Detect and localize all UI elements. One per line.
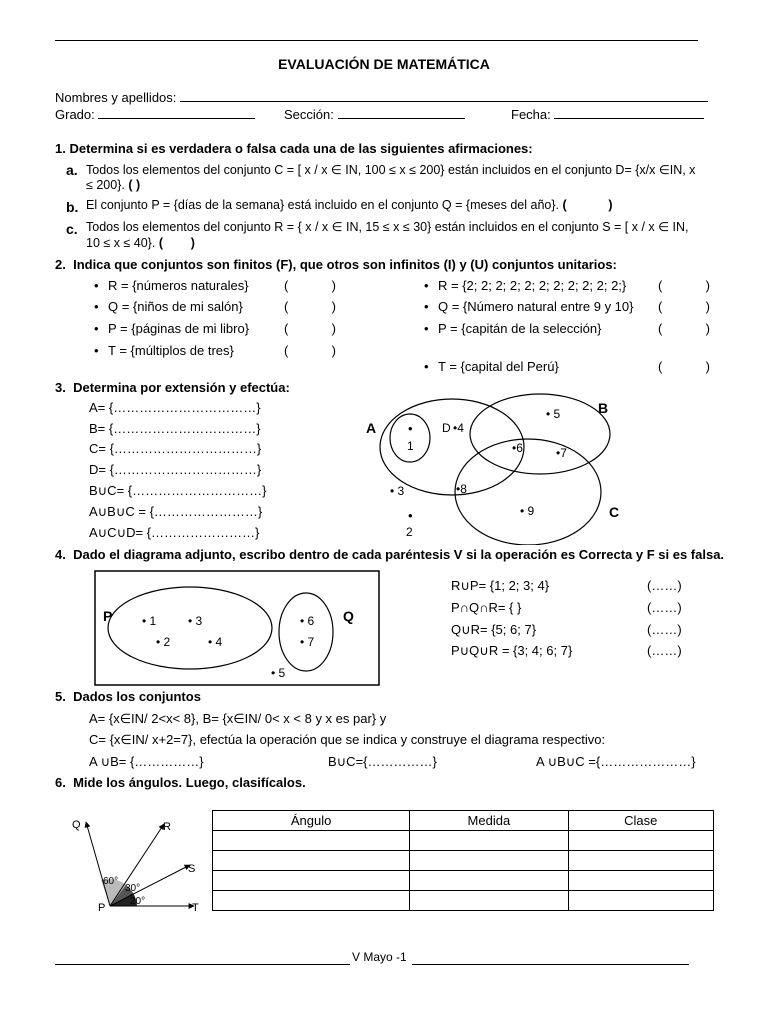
header-clase: Clase xyxy=(568,811,713,831)
table-row xyxy=(213,871,714,891)
q2-left-item: • R = {números naturales} xyxy=(108,278,249,293)
table-row xyxy=(213,831,714,851)
table-cell[interactable] xyxy=(568,891,713,911)
header-medida: Medida xyxy=(410,811,568,831)
table-cell[interactable] xyxy=(213,871,410,891)
section-blank[interactable] xyxy=(338,106,465,119)
q4-diagram xyxy=(94,570,382,688)
top-rule xyxy=(55,40,698,41)
q1-a-answer[interactable]: ( ) xyxy=(128,178,141,192)
name-label: Nombres y apellidos: xyxy=(55,90,177,105)
name-field-row xyxy=(55,89,708,105)
q4-heading: 4. Dado el diagrama adjunto, escribo dentro de cada paréntesis V si la operación es Correcta y F si es falsa. xyxy=(55,547,725,562)
venn-element: • 5 xyxy=(546,407,561,421)
label-20: 20° xyxy=(130,896,146,907)
q5-heading: 5. Dados los conjuntos xyxy=(55,689,201,704)
venn-element: •7 xyxy=(556,446,567,460)
label-q: Q xyxy=(72,819,81,831)
date-label: Fecha: xyxy=(511,107,551,122)
q2-left-item: • P = {páginas de mi libro} xyxy=(108,321,249,336)
q3-line[interactable]: B= {……………………………} xyxy=(89,421,261,436)
q5-op[interactable]: B∪C={……………} xyxy=(328,754,437,769)
label-60: 60° xyxy=(103,876,119,887)
table-row xyxy=(213,851,714,871)
venn-set-a xyxy=(380,399,524,495)
q2-left-answer[interactable]: ( ) xyxy=(284,343,336,358)
table-cell[interactable] xyxy=(568,851,713,871)
footer-rule-left xyxy=(55,964,350,965)
q2-left-answer[interactable]: ( ) xyxy=(284,278,336,293)
q3-heading: 3. Determina por extensión y efectúa: xyxy=(55,380,290,395)
q3-venn-diagram xyxy=(360,385,630,545)
angles-table xyxy=(212,810,714,911)
venn-dot: • xyxy=(408,508,413,523)
ray-q xyxy=(86,822,110,906)
q3-line[interactable]: C= {……………………………} xyxy=(89,441,262,456)
q1-b-text: El conjunto P = {días de la semana} está incluido en el conjunto Q = {meses del año}. ( ) xyxy=(86,198,613,212)
q3-line[interactable]: B∪C= {…………………………} xyxy=(89,483,267,498)
grade-field-row xyxy=(55,106,255,122)
table-cell[interactable] xyxy=(213,831,410,851)
q5-op[interactable]: A ∪B= {……………} xyxy=(89,754,204,769)
label-q: Q xyxy=(343,608,354,624)
grade-blank[interactable] xyxy=(98,106,255,119)
q3-line[interactable]: A∪B∪C = {……………………} xyxy=(89,504,263,519)
q2-right-answer[interactable]: ( ) xyxy=(658,278,710,293)
q2-left-item: • T = {múltiplos de tres} xyxy=(108,343,234,358)
q6-heading: 6. Mide los ángulos. Luego, clasifícalos. xyxy=(55,775,306,790)
q1-c-text: Todos los elementos del conjunto R = { x / x ∈ IN, 15 ≤ x ≤ 30} están incluidos en el conjunto S = [ x / x ∈ IN, xyxy=(86,220,689,234)
universe-box xyxy=(95,571,379,685)
venn-label-a: A xyxy=(366,420,377,436)
q1-heading: 1. Determina si es verdadera o falsa cada una de las siguientes afirmaciones: xyxy=(55,141,533,156)
name-blank[interactable] xyxy=(180,89,708,102)
label-p: P xyxy=(103,608,113,624)
venn-element: 1 xyxy=(407,439,414,453)
footer-text: V Mayo -1 xyxy=(352,950,407,964)
q2-heading: 2. Indica que conjuntos son finitos (F), que otros son infinitos (I) y (U) conjuntos unitarios: xyxy=(55,257,617,272)
q2-left-item: • Q = {niños de mi salón} xyxy=(108,299,243,314)
q2-right-answer[interactable]: ( ) xyxy=(658,299,710,314)
header-angulo: Ángulo xyxy=(213,811,410,831)
table-cell[interactable] xyxy=(213,891,410,911)
table-cell[interactable] xyxy=(410,891,568,911)
venn-label-c: C xyxy=(609,504,620,520)
q4-op: P∩Q∩R= { } xyxy=(451,600,522,615)
q5-op[interactable]: A ∪B∪C ={…………………} xyxy=(536,754,696,769)
q4-answer[interactable]: (……) xyxy=(647,622,682,637)
diagram-element: • 3 xyxy=(188,614,203,628)
q5-line: C= {x∈IN/ x+2=7}, efectúa la operación que se indica y construye el diagrama respectivo: xyxy=(89,732,606,747)
q2-right-item: • T = {capital del Perú} xyxy=(438,359,559,374)
venn-label-d: D xyxy=(442,421,451,435)
table-cell[interactable] xyxy=(410,831,568,851)
label-r: R xyxy=(163,821,171,833)
q3-line[interactable]: A∪C∪D= {……………………} xyxy=(89,525,260,540)
q2-left-answer[interactable]: ( ) xyxy=(284,299,336,314)
table-cell[interactable] xyxy=(568,871,713,891)
venn-element: •6 xyxy=(512,441,523,455)
section-label: Sección: xyxy=(284,107,334,122)
set-p xyxy=(108,587,272,669)
venn-element: 2 xyxy=(406,525,413,539)
q2-right-answer[interactable]: ( ) xyxy=(658,321,710,336)
diagram-element: • 4 xyxy=(208,635,223,649)
q4-op: Q∪R= {5; 6; 7} xyxy=(451,622,537,637)
venn-dot: • xyxy=(408,421,413,436)
q3-line[interactable]: A= {……………………………} xyxy=(89,400,261,415)
q2-left-answer[interactable]: ( ) xyxy=(284,321,336,336)
diagram-element: • 7 xyxy=(300,635,315,649)
q1-c-answer[interactable]: ( ) xyxy=(158,236,195,250)
q2-right-item: • R = {2; 2; 2; 2; 2; 2; 2; 2; 2; 2; 2;} xyxy=(438,278,626,293)
diagram-element: • 1 xyxy=(142,614,157,628)
angles-figure xyxy=(70,810,210,920)
q3-line[interactable]: D= {……………………………} xyxy=(89,462,262,477)
venn-label-b: B xyxy=(598,400,609,416)
q4-answer[interactable]: (……) xyxy=(647,578,682,593)
table-cell[interactable] xyxy=(568,831,713,851)
q2-right-answer[interactable]: ( ) xyxy=(658,359,710,374)
label-30: 30° xyxy=(125,883,141,894)
q4-op: R∪P= {1; 2; 3; 4} xyxy=(451,578,550,593)
table-cell[interactable] xyxy=(410,851,568,871)
venn-element: • 3 xyxy=(390,484,405,498)
date-blank[interactable] xyxy=(554,106,704,119)
table-cell[interactable] xyxy=(410,871,568,891)
set-q xyxy=(279,593,333,671)
label-p: P xyxy=(98,902,106,914)
diagram-element: • 6 xyxy=(300,614,315,628)
label-t: T xyxy=(192,902,199,914)
footer-rule-right xyxy=(412,964,689,965)
section-field-row xyxy=(284,106,465,122)
q5-line: A= {x∈IN/ 2<x< 8}, B= {x∈IN/ 0< x < 8 y x es par} y xyxy=(89,711,387,726)
page-title: EVALUACIÓN DE MATEMÁTICA xyxy=(278,56,490,72)
diagram-element: • 2 xyxy=(156,635,171,649)
q1-b-answer[interactable]: ( ) xyxy=(562,198,613,212)
q2-right-item: • P = {capitán de la selección} xyxy=(438,321,601,336)
q2-right-item: • Q = {Número natural entre 9 y 10} xyxy=(438,299,633,314)
grade-label: Grado: xyxy=(55,107,95,122)
table-row xyxy=(213,891,714,911)
q4-answer[interactable]: (……) xyxy=(647,643,682,658)
diagram-element: • 5 xyxy=(271,666,286,680)
table-header-row xyxy=(213,811,714,831)
label-s: S xyxy=(188,863,196,875)
venn-element: •4 xyxy=(453,421,464,435)
q4-answer[interactable]: (……) xyxy=(647,600,682,615)
q1-a-text: Todos los elementos del conjunto C = [ x / x ∈ IN, 100 ≤ x ≤ 200} están incluidos en el conjunto D= {x/x ∈IN, x xyxy=(86,163,696,177)
q4-op: P∪Q∪R = {3; 4; 6; 7} xyxy=(451,643,573,658)
q1-c-text-2: 10 ≤ x ≤ 40}. ( ) xyxy=(86,236,195,250)
venn-element: • 9 xyxy=(520,504,535,518)
q1-a-letter: a. xyxy=(66,162,78,178)
q1-c-letter: c. xyxy=(66,221,78,237)
q1-a-text-2: ≤ 200}. ( ) xyxy=(86,178,141,192)
q1-b-letter: b. xyxy=(66,199,79,215)
venn-element: •8 xyxy=(456,482,467,496)
date-field-row xyxy=(511,106,704,122)
table-cell[interactable] xyxy=(213,851,410,871)
